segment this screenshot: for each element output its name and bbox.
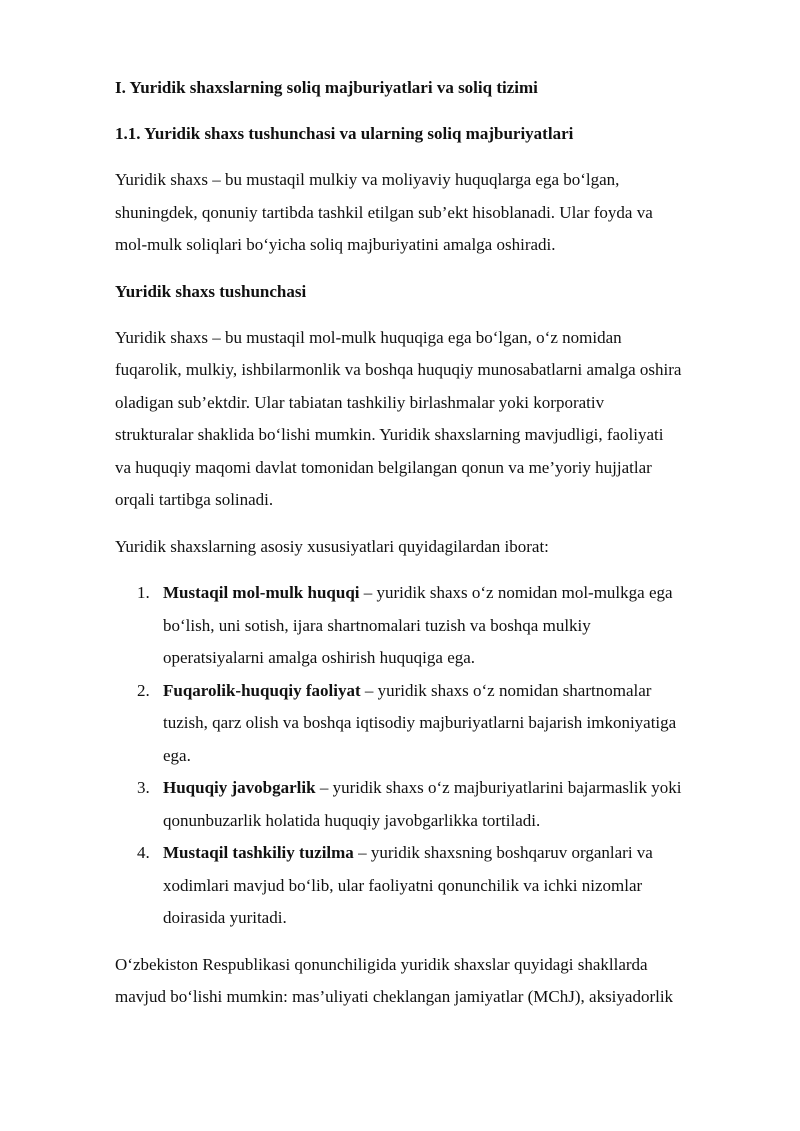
list-text: – yuridik shaxs o‘z nomidan shartnomalar xyxy=(360,680,652,700)
list-item xyxy=(115,772,745,837)
list-text: – yuridik shaxs o‘z majburiyatlarini bajarmaslik yoki xyxy=(315,778,682,797)
intro-line: shuningdek, qonuniy tartibda tashkil etilgan sub’ekt hisoblanadi. Ular foyda va xyxy=(115,202,653,222)
definition-line: fuqarolik, mulkiy, ishbilarmonlik va boshqa huquqiy munosabatlarni amalga oshira xyxy=(115,360,682,379)
list-number: 4. xyxy=(137,843,150,862)
list-number: 3. xyxy=(137,778,150,797)
intro-line: mol-mulk soliqlari bo‘yicha soliq majburiyatini amalga oshiradi. xyxy=(115,235,556,254)
list-line: doirasida yuritadi. xyxy=(163,908,287,927)
list-term: Huquqiy javobgarlik xyxy=(163,778,316,797)
section-title: Yuridik shaxs tushunchasi xyxy=(115,281,307,301)
main-heading: I. Yuridik shaxslarning soliq majburiyatlari va soliq tizimi xyxy=(115,78,538,97)
document-page xyxy=(115,72,745,1028)
intro-line: Yuridik shaxs – bu mustaqil mulkiy va moliyaviy huquqlarga ega bo‘lgan, xyxy=(115,170,620,189)
closing-line: mavjud bo‘lishi mumkin: mas’uliyati cheklangan jamiyatlar (MChJ), aksiyadorlik xyxy=(115,987,674,1006)
list-first-line xyxy=(163,675,745,708)
list-first-line xyxy=(163,772,745,805)
list-text: – yuridik shaxs o‘z nomidan mol-mulkga ega xyxy=(359,583,673,602)
definition-line: Yuridik shaxs – bu mustaqil mol-mulk huquqiga ega bo‘lgan, o‘z nomidan xyxy=(115,327,622,347)
list-number: 2. xyxy=(137,680,150,700)
definition-line: oladigan sub’ektdir. Ular tabiatan tashkiliy birlashmalar yoki korporativ xyxy=(115,392,605,412)
list-first-line xyxy=(163,577,745,610)
list-number: 1. xyxy=(137,583,150,602)
list-line: operatsiyalarni amalga oshirish huquqiga ega. xyxy=(163,648,476,667)
closing-paragraph xyxy=(115,949,745,1014)
definition-line: orqali tartibga solinadi. xyxy=(115,490,274,509)
definition-line: strukturalar shaklida bo‘lishi mumkin. Yuridik shaxslarning mavjudligi, faoliyati xyxy=(115,425,664,444)
definition-paragraph xyxy=(115,322,745,517)
list-line: qonunbuzarlik holatida huquqiy javobgarlikka tortiladi. xyxy=(163,810,541,830)
list-term: Fuqarolik-huquqiy faoliyat xyxy=(163,680,361,700)
list-line: tuzish, qarz olish va boshqa iqtisodiy majburiyatlarni bajarish imkoniyatiga xyxy=(163,713,677,732)
list-text: – yuridik shaxsning boshqaruv organlari va xyxy=(353,843,653,862)
list-term: Mustaqil tashkiliy tuzilma xyxy=(163,843,354,862)
features-intro: Yuridik shaxslarning asosiy xususiyatlari quyidagilardan iborat: xyxy=(115,536,549,556)
sub-heading: 1.1. Yuridik shaxs tushunchasi va ularning soliq majburiyatlari xyxy=(115,124,574,143)
features-list xyxy=(115,577,745,935)
list-first-line xyxy=(163,837,745,870)
list-line: xodimlari mavjud bo‘lib, ular faoliyatni qonunchilik va ichki nizomlar xyxy=(163,875,643,895)
list-term: Mustaqil mol-mulk huquqi xyxy=(163,583,360,602)
list-line: bo‘lish, uni sotish, ijara shartnomalari tuzish va boshqa mulkiy xyxy=(163,615,591,635)
definition-line: va huquqiy maqomi davlat tomonidan belgilangan qonun va me’yoriy hujjatlar xyxy=(115,457,652,477)
closing-line: O‘zbekiston Respublikasi qonunchiligida yuridik shaxslar quyidagi shakllarda xyxy=(115,954,648,974)
list-item xyxy=(115,837,745,935)
list-line: ega. xyxy=(163,745,191,765)
intro-paragraph xyxy=(115,164,745,262)
list-item xyxy=(115,675,745,773)
list-item xyxy=(115,577,745,675)
